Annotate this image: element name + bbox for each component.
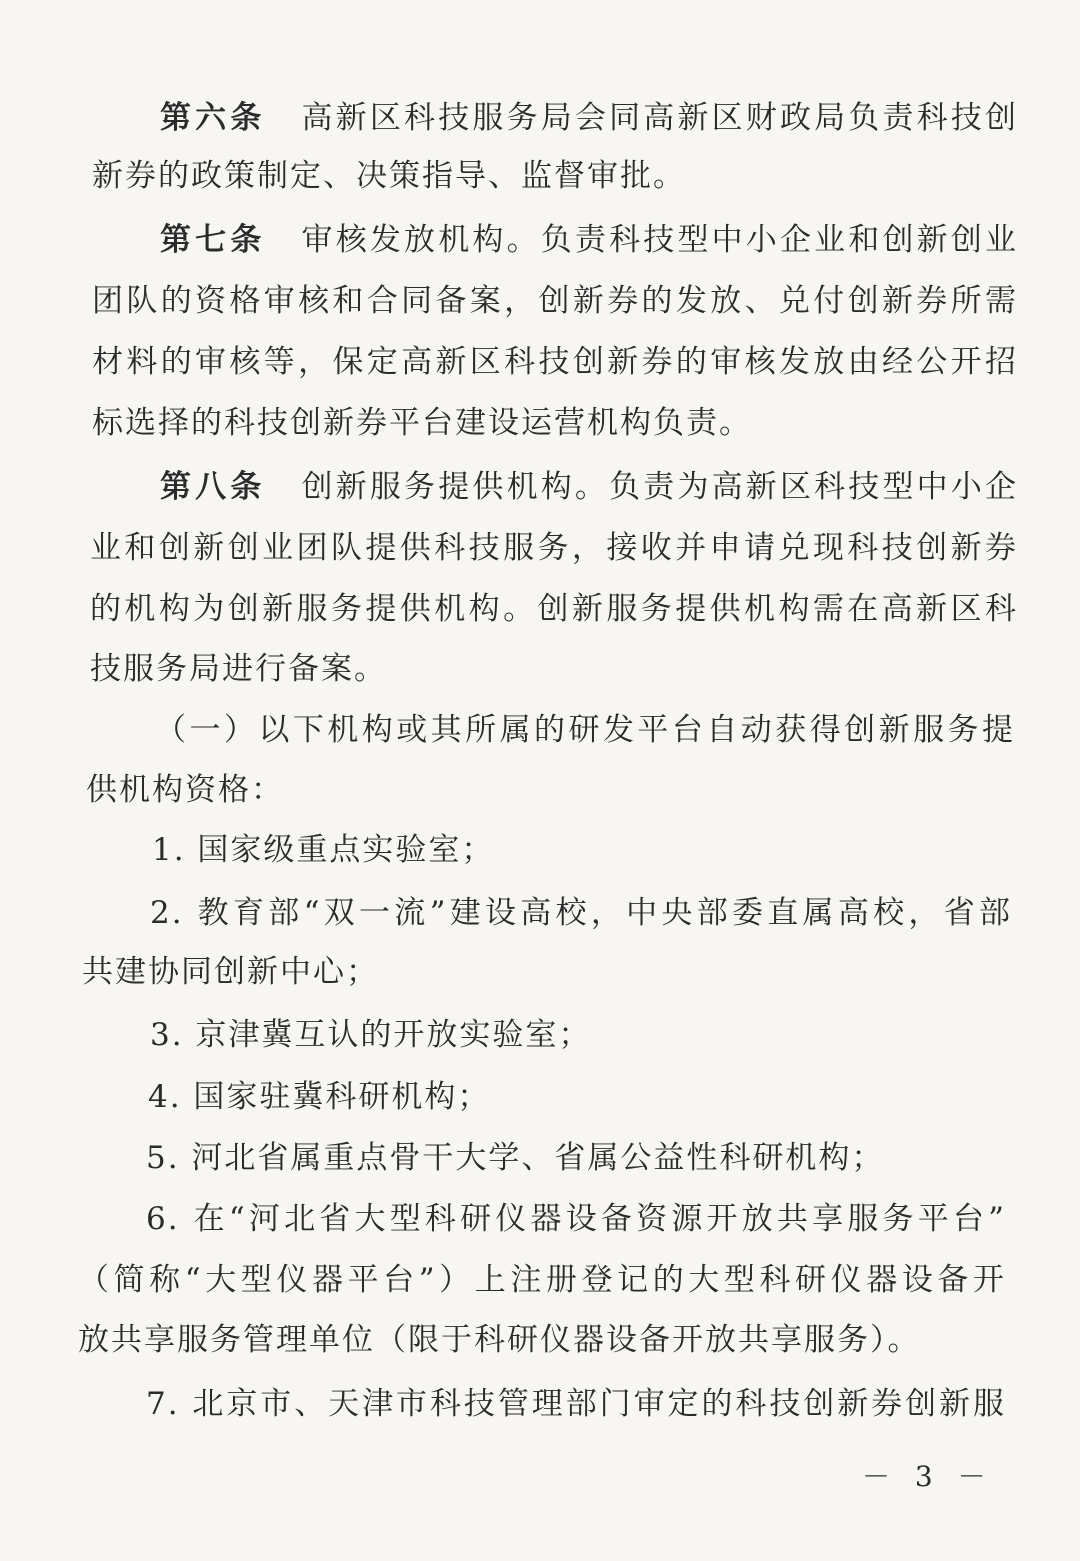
article-8-line-2: 业和创新创业团队提供科技服务，接收并申请兑现科技创新券 bbox=[90, 530, 1018, 566]
article-8-text-1: 创新服务提供机构。负责为高新区科技型中小企 bbox=[301, 469, 1019, 505]
list-item-2-line-2: 共建协同创新中心； bbox=[82, 954, 379, 990]
subsection-line-2: 供机构资格： bbox=[86, 772, 284, 808]
article-6-line-1 bbox=[160, 98, 1018, 138]
list-item-5: 5. 河北省属重点骨干大学、省属公益性科研机构； bbox=[146, 1140, 885, 1176]
article-6-line-2: 新券的政策制定、决策指导、监督审批。 bbox=[92, 158, 686, 194]
article-7-line-1 bbox=[160, 220, 1018, 260]
page-number: － 3 － bbox=[862, 1460, 994, 1493]
article-7-line-3: 材料的审核等，保定高新区科技创新券的审核发放由经公开招 bbox=[92, 344, 1018, 380]
article-8-line-3: 的机构为创新服务提供机构。创新服务提供机构需在高新区科 bbox=[90, 591, 1018, 627]
article-6-text-1: 高新区科技服务局会同高新区财政局负责科技创 bbox=[301, 100, 1019, 136]
list-item-6-line-3: 放共享服务管理单位（限于科研仪器设备开放共享服务）。 bbox=[78, 1322, 921, 1358]
article-7-line-2: 团队的资格审核和合同备案，创新券的发放、兑付创新券所需 bbox=[92, 283, 1018, 319]
list-item-7-line-1: 7. 北京市、天津市科技管理部门审定的科技创新券创新服 bbox=[146, 1386, 1006, 1422]
article-8-line-4: 技服务局进行备案。 bbox=[90, 651, 387, 687]
list-item-1: 1. 国家级重点实验室； bbox=[152, 832, 495, 868]
subsection-line-1: （一）以下机构或其所属的研发平台自动获得创新服务提 bbox=[155, 712, 1015, 748]
article-8-heading: 第八条 bbox=[160, 469, 266, 505]
article-6-heading: 第六条 bbox=[160, 100, 266, 136]
list-item-6-line-1: 6. 在“河北省大型科研仪器设备资源开放共享服务平台” bbox=[146, 1201, 1006, 1237]
article-7-line-4: 标选择的科技创新券平台建设运营机构负责。 bbox=[92, 405, 752, 441]
article-7-text-1: 审核发放机构。负责科技型中小企业和创新创业 bbox=[301, 222, 1019, 258]
article-7-heading: 第七条 bbox=[160, 222, 266, 258]
article-8-line-1 bbox=[160, 467, 1018, 507]
list-item-6-line-2: （简称“大型仪器平台”）上注册登记的大型科研仪器设备开 bbox=[78, 1262, 1006, 1298]
list-item-3: 3. 京津冀互认的开放实验室； bbox=[150, 1017, 592, 1053]
list-item-2-line-1: 2. 教育部“双一流”建设高校，中央部委直属高校，省部 bbox=[150, 895, 1012, 931]
list-item-4: 4. 国家驻冀科研机构； bbox=[148, 1079, 491, 1115]
